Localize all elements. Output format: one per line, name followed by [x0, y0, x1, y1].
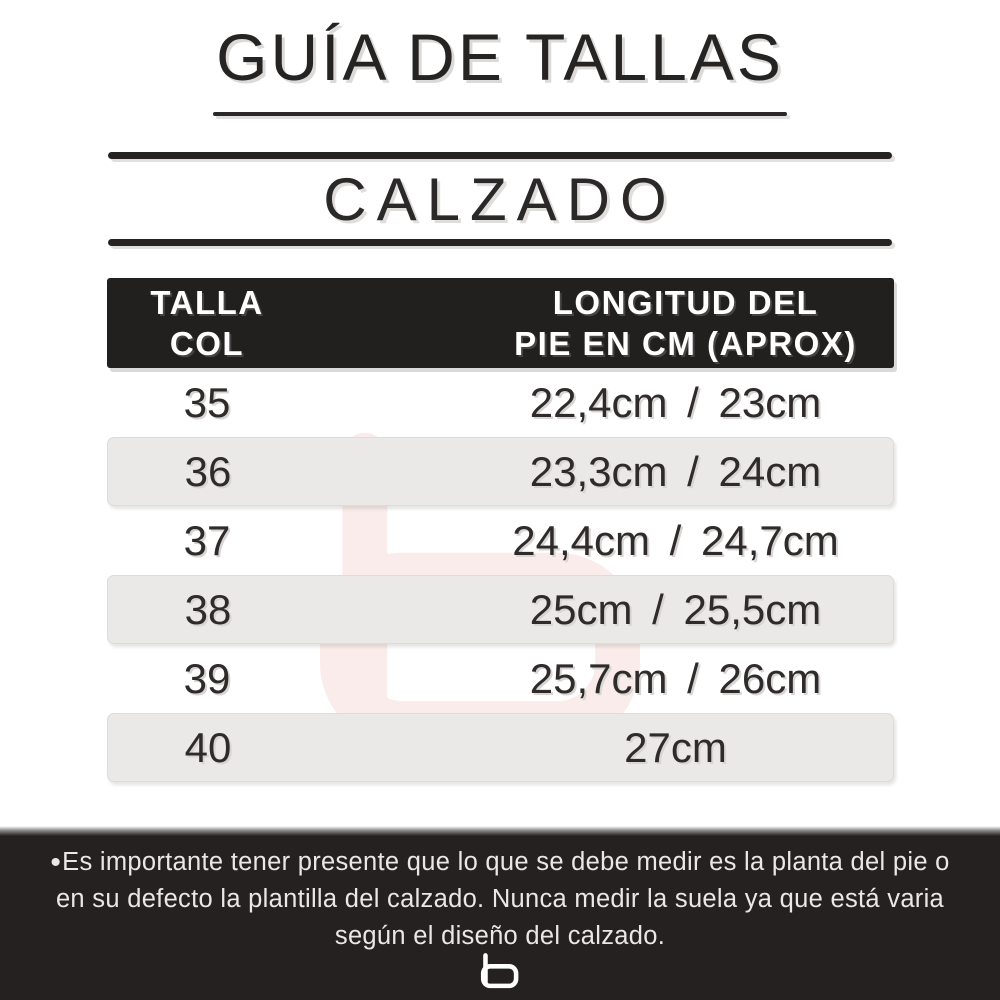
brand-logo-b-icon [479, 952, 521, 989]
header-col-longitud [307, 282, 894, 364]
footer-note [0, 844, 1000, 955]
bullet-icon: • [50, 846, 62, 879]
row-size: 37 [183, 516, 231, 564]
row-length: 27cm [624, 723, 727, 771]
row-length: 23,3cm / 24cm [529, 447, 822, 495]
table-row [107, 506, 894, 575]
note-line-1 [0, 844, 1000, 881]
row-length: 25,7cm / 26cm [529, 654, 822, 702]
size-table [107, 278, 894, 782]
divider-top [108, 152, 892, 159]
page-title: GUÍA DE TALLAS [216, 20, 784, 94]
header-longitud-line1: LONGITUD DEL [552, 284, 819, 321]
footer-top-fade [0, 826, 1000, 836]
row-size: 40 [184, 723, 232, 771]
section-subtitle: CALZADO [323, 166, 677, 233]
row-length: 24,4cm / 24,7cm [512, 516, 839, 564]
divider-bottom [108, 239, 892, 246]
row-length: 22,4cm / 23cm [529, 378, 822, 426]
table-body [107, 368, 894, 782]
header-talla-line2: COL [169, 325, 245, 362]
row-size: 36 [184, 447, 232, 495]
row-size: 38 [184, 585, 232, 633]
header-talla-line1: TALLA [150, 284, 264, 321]
note-line-1-text: Es importante tener presente que lo que se debe medir es la planta del pie o [62, 848, 950, 876]
table-row [107, 575, 894, 644]
table-row [107, 713, 894, 782]
table-row [107, 644, 894, 713]
row-size: 35 [183, 378, 231, 426]
table-row [107, 437, 894, 506]
row-length: 25cm / 25,5cm [529, 585, 822, 633]
note-line-2: en su defecto la plantilla del calzado. Nunca medir la suela ya que está varia [55, 885, 945, 913]
header-longitud-line2: PIE EN CM (APROX) [514, 325, 857, 362]
row-size: 39 [183, 654, 231, 702]
title-underline [213, 112, 787, 116]
header-col-talla [107, 282, 307, 364]
table-row [107, 368, 894, 437]
note-line-3: según el diseño del calzado. [334, 922, 666, 950]
table-header-row [107, 278, 894, 368]
